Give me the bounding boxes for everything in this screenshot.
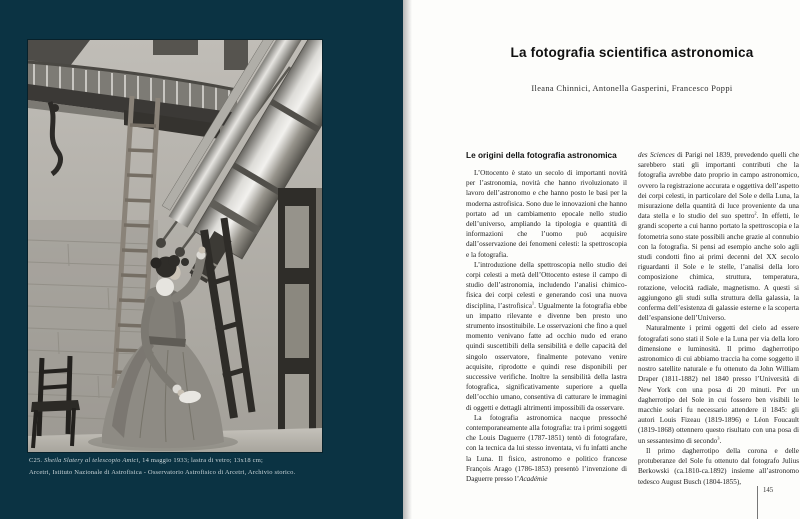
observatory-photo-illustration — [28, 40, 322, 452]
section-heading: Le origini della fotografia astronomica — [466, 150, 617, 160]
door-panel — [278, 188, 322, 452]
column-paragraphs — [466, 168, 627, 484]
body-paragraph: Il primo dagherrotipo della corona e delle protuberanze del Sole fu ottenuto dal fotografo Julius Berkowski (ca.1810-ca.1892) insieme all’astronomo tedesco August Busch (1804-1855), — [638, 446, 799, 486]
authors-line: Ileana Chinnici, Antonella Gasperini, Francesco Poppi — [531, 84, 733, 93]
page-number: 145 — [763, 487, 774, 494]
body-paragraph: des Sciences di Parigi nel 1839, prevedendo quelli che sarebbero stati gli importanti contributi che la fotografia avrebbe dato proprio in campo astronomico, ovvero la registrazione accurata e oggettiva dell’aspetto dei corpi celesti, in particolare del Sole e della Luna, la misurazione della quantità di luce proveniente da una data stella e lo studio del suo spettro$^2$. In effetti, le grandi scoperte a cui hanno portato la spettroscopia e la fotometria sono state possibili anche grazie al connubio con la fotografia. Si pensi ad esempio anche solo agli studi condotti fino ai primi decenni del XX secolo riguardanti il Sole e le stelle, l’analisi della loro composizione chimica, struttura, temperatura, rotazione, velocità radiale, magnetismo. A questi si aggiungono gli studi sulla struttura della galassia, la conferma dell’esistenza di galassie esterne e la scoperta dell’espansione dell’Universo. — [638, 151, 799, 323]
text-column-right — [638, 150, 799, 487]
caption-line-1: C25. Sheila Slatery al telescopio Amici, 14 maggio 1933; lastra di vetro; 13x18 cm; — [29, 457, 264, 464]
body-paragraph: Naturalmente i primi oggetti del cielo ad essere fotografati sono stati il Sole e la Luna per via della loro dimensione e luminosità. Il primo dagherrotipo astronomico di cui abbiamo traccia ha come soggetto il nostro satellite naturale e fu ottenuto da John William Draper (1811-1882) nel 1840 presso l’Università di New York con una posa di 20 minuti. Per un dagherrotipo del Sole in cui fossero ben visibili le macchie solari fu necessario attendere il 1845: gli autori Louis Fizeau (1819-1896) e Léon Foucault (1819-1868) ottennero questo risultato con una posa di un sessantesimo di secondo$^3$. — [638, 324, 799, 445]
right-page — [403, 0, 800, 519]
page-number-rule — [757, 486, 758, 519]
photo-caption — [29, 455, 374, 478]
body-paragraph: L’Ottocento è stato un secolo di importanti novità per l’astronomia, novità che hanno rivoluzionato il lavoro dell’astronomo e che hanno posto le basi per la moderna astrofisica. Sono due le innovazioni che hanno portato ad un cambiamento epocale nello studio dell’universo, ampliando la tipologia e quantità di informazioni che l’uomo può acquisire dall’osservazione dei fenomeni celesti: la spettroscopia e la fotografia. — [466, 169, 627, 259]
body-paragraph: L’introduzione della spettroscopia nello studio dei corpi celesti a metà dell’Ottocento estese il campo di studio dell’astronomia, includendo l’analisi chimico-fisica dei corpi celesti e generando così una nuova disciplina, l’astrofisica$^1$. Ugualmente la fotografia ebbe un impatto rilevante e divenne ben presto uno strumento insostituibile. Le osservazioni che fino a quel momento venivano fatte ad occhio nudo ed erano quindi suscettibili della sensibilità e delle capacità del singolo osservatore, finalmente potevano venire acquisite, riprodotte e quindi rese disponibili per successive verifiche. Inoltre la sensibilità della lastra fotografica, significativamente superiore a quella dell’occhio umano, consentiva di catturare le immagini di oggetti e dettagli altrimenti impossibili da osservare. — [466, 260, 628, 412]
chapter-title: La fotografia scientifica astronomica — [510, 45, 754, 60]
photo-plate — [28, 40, 322, 452]
caption-line-2: Arcetri, Istituto Nazionale di Astrofisica - Osservatorio Astrofisico di Arcetri, Archivio storico. — [29, 468, 296, 476]
text-column-left — [466, 150, 627, 484]
body-paragraph: La fotografia astronomica nacque pressoché contemporaneamente alla fotografia: tra i primi soggetti che Louis Daguerre (1787-1851) tentò di fotografare, con la tecnica da lui stesso inventata, vi fu infatti anche la Luna. Il fisico, astronomo e politico francese François Arago (1786-1853) presentò l’invenzione di Daguerre presso l’Académie — [466, 413, 627, 484]
